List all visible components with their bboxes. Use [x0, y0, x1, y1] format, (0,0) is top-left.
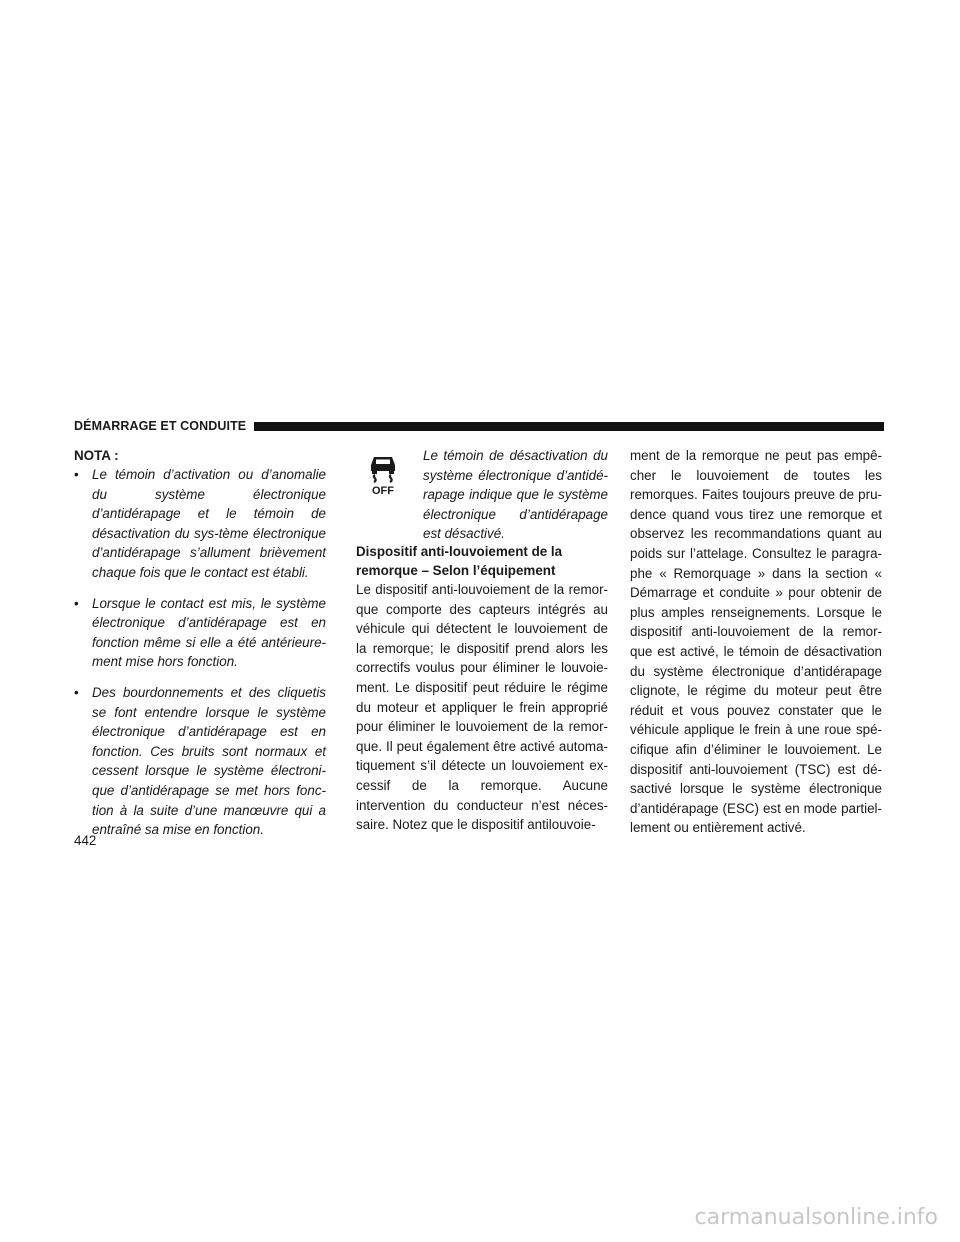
trailer-sway-paragraph: Le dispositif anti-louvoiement de la remor-que comporte des capteurs intégrés au véhicule qui détectent le louvoiement de la remorque; le dispositif prend alors les correctifs voulus pour éliminer le louvoie-ment. Le dispositif peut réduire le régime du moteur et appliquer le frein approprié pour éliminer le louvoiement de la remor-que. Il peut également être activé automa-tiquement s’il détecte un louvoiement ex-cessif de la remorque. Aucune intervention du conducteur n’est néces-saire. Notez que le dispositif antilouvoie- [356, 582, 608, 833]
note-bullet-text: Des bourdonnements et des cliquetis se font entendre lorsque le système électronique d’antidérapage est en fonction. Ces bruits sont normaux et cessent lorsque le système électroni-que d’antidérapage se met hors fonc-tion à la suite d’une manœuvre qui a entraîné sa mise en fonction. [92, 684, 326, 838]
page-number: 442 [74, 833, 97, 848]
bullet-marker: • [74, 684, 79, 700]
section-title: DÉMARRAGE ET CONDUITE [74, 419, 247, 433]
header-rule [254, 422, 884, 431]
esc-off-description: Le témoin de désactivation du système électronique d’antidé-rapage indique que le système électronique d’antidérapage est désactivé. [423, 448, 608, 542]
column-left [74, 446, 326, 851]
column-middle [356, 446, 608, 835]
section-header [74, 418, 884, 434]
note-bullet-text: Le témoin d’activation ou d’anomalie du système électronique d’antidérapage et le témoin de désactivation du sys-tème électronique d’antidérapage s’allument brièvement chaque fois que le contact est établi. [92, 467, 326, 580]
esc-off-warning-icon [368, 452, 398, 496]
note-bullet [74, 465, 326, 583]
svg-text:OFF: OFF [372, 485, 394, 496]
bullet-marker: • [74, 595, 79, 611]
trailer-sway-paragraph-continued: ment de la remorque ne peut pas empê-cher le louvoiement de toutes les remorques. Faites toujours preuve de pru-dence quand vous tirez une remorque et observez les recommandations quant au poids sur l’attelage. Consultez le paragra-phe « Remorquage » dans la section « Démarrage et conduite » pour obtenir de plus amples renseignements. Lorsque le dispositif anti-louvoiement de la remor-que est activé, le témoin de désactivation du système électronique d’antidérapage clignote, le régime du moteur peut être réduit et vous pouvez constater que le véhicule applique le frein à une roue spé-cifique afin d’éliminer le louvoiement. Le dispositif anti-louvoiement (TSC) est dé-sactivé lorsque le système électronique d’antidérapage (ESC) est en mode partiel-lement ou entièrement activé. [630, 448, 882, 836]
bullet-marker: • [74, 467, 79, 482]
trailer-sway-title: Dispositif anti-louvoiement de la remorque – Selon l’équipement [356, 544, 563, 578]
column-right [630, 446, 882, 838]
note-bullet-text: Lorsque le contact est mis, le système électronique d’antidérapage est en fonction même si elle a été antérieure-ment mise hors fonction. [92, 595, 326, 670]
esc-off-indicator-block [356, 446, 608, 542]
watermark: carmanualsonline.info [694, 1205, 938, 1230]
note-title: NOTA : [74, 448, 119, 463]
note-bullet [74, 683, 326, 840]
note-bullet [74, 594, 326, 672]
